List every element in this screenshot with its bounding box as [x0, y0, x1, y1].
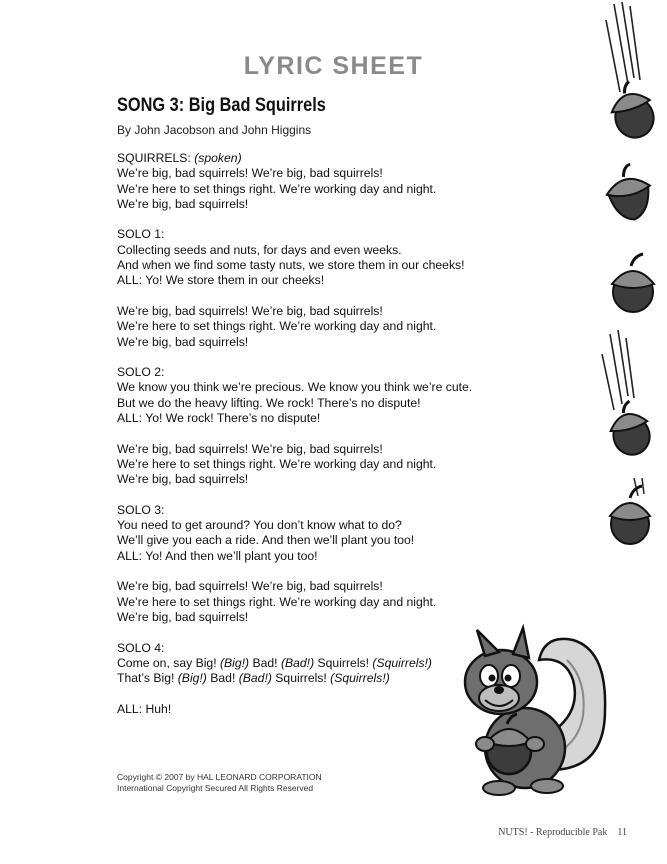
lyric-line: ALL: Yo! We store them in our cheeks!: [117, 273, 325, 288]
speaker-label: SOLO 2:: [117, 365, 165, 380]
speaker-label: SOLO 4:: [117, 640, 165, 655]
lyric-line: We’re big, bad squirrels! We’re big, bad squirrels!: [117, 166, 383, 181]
acorn-icon: [600, 478, 662, 550]
lyric-line: We’ll give you each a ride. And then we’ll plant you too!: [117, 533, 415, 548]
lyric-text: Come on, say Big!: [117, 655, 220, 670]
speaker-label: SQUIRRELS:: [117, 151, 191, 165]
footer-text: NUTS! - Reproducible Pak: [498, 827, 608, 838]
acorn-icon: [600, 0, 662, 145]
lyric-text: Squirrels!: [314, 655, 373, 670]
lyrics-body: [117, 151, 497, 732]
stanza-3: [117, 304, 497, 350]
echo-text: (Big!): [219, 655, 250, 670]
lyric-line: We’re big, bad squirrels!: [117, 196, 249, 211]
speaker-label: SOLO 1:: [117, 227, 165, 242]
lyric-text: That’s Big!: [117, 671, 178, 686]
lyric-text: Bad!: [206, 671, 239, 686]
page-title: LYRIC SHEET: [243, 52, 424, 80]
lyric-line: We’re here to set things right. We’re working day and night.: [117, 456, 437, 471]
lyric-line: ALL: Yo! We rock! There’s no dispute!: [117, 411, 321, 426]
page-footer: [498, 827, 627, 838]
lyric-line: We’re here to set things right. We’re working day and night.: [117, 319, 437, 334]
stanza-9: [117, 702, 497, 717]
copyright-line: International Copyright Secured All Rights Reserved: [117, 783, 314, 793]
stage-note: (spoken): [194, 151, 242, 165]
lyric-text: Bad!: [249, 655, 281, 670]
lyric-line: We’re big, bad squirrels!: [117, 609, 249, 624]
copyright-line: Copyright © 2007 by HAL LEONARD CORPORATION: [117, 772, 322, 782]
lyric-line: ALL: Yo! And then we’ll plant you too!: [117, 548, 318, 563]
lyric-line: But we do the heavy lifting. We rock! There’s no dispute!: [117, 395, 421, 410]
song-byline: By John Jacobson and John Higgins: [117, 123, 312, 137]
echo-text: (Big!): [177, 671, 207, 686]
stanza-5: [117, 442, 497, 488]
song-title: SONG 3: Big Bad Squirrels: [117, 95, 326, 116]
stanza-1: [117, 151, 497, 212]
stanza-7: [117, 579, 497, 625]
lyric-line: We’re big, bad squirrels!: [117, 472, 249, 487]
lyric-line: We’re big, bad squirrels!: [117, 334, 249, 349]
stanza-8: [117, 641, 497, 687]
acorn-icon: [603, 248, 663, 318]
lyric-line: You need to get around? You don’t know what to do?: [117, 518, 402, 533]
lyric-line: [117, 151, 497, 166]
lyric-line: We’re here to set things right. We’re working day and night.: [117, 181, 437, 196]
stanza-4: [117, 365, 497, 426]
echo-text: (Bad!): [280, 655, 315, 670]
stanza-2: [117, 227, 497, 288]
lyric-line: [117, 656, 497, 671]
lyric-line: We’re here to set things right. We’re working day and night.: [117, 594, 437, 609]
lyric-line: We’re big, bad squirrels! We’re big, bad squirrels!: [117, 579, 383, 594]
lyric-line: We’re big, bad squirrels! We’re big, bad squirrels!: [117, 441, 383, 456]
speaker-label: SOLO 3:: [117, 502, 165, 517]
echo-text: (Bad!): [238, 671, 272, 686]
lyric-line: We know you think we’re precious. We know you think we’re cute.: [117, 380, 473, 395]
lyric-text: Squirrels!: [271, 671, 331, 686]
squirrel-illustration: [455, 620, 625, 800]
lyric-line: [117, 671, 497, 686]
acorn-icon: [598, 330, 662, 460]
stanza-6: [117, 503, 497, 564]
page-number: 11: [617, 827, 627, 838]
echo-text: (Squirrels!): [372, 655, 432, 670]
lyric-line: ALL: Huh!: [117, 701, 172, 716]
lyric-line: And when we find some tasty nuts, we store them in our cheeks!: [117, 258, 465, 273]
lyric-line: We’re big, bad squirrels! We’re big, bad squirrels!: [117, 303, 383, 318]
echo-text: (Squirrels!): [330, 671, 390, 686]
acorn-icon: [600, 160, 662, 230]
copyright-notice: [117, 772, 322, 794]
lyric-line: Collecting seeds and nuts, for days and even weeks.: [117, 242, 402, 257]
